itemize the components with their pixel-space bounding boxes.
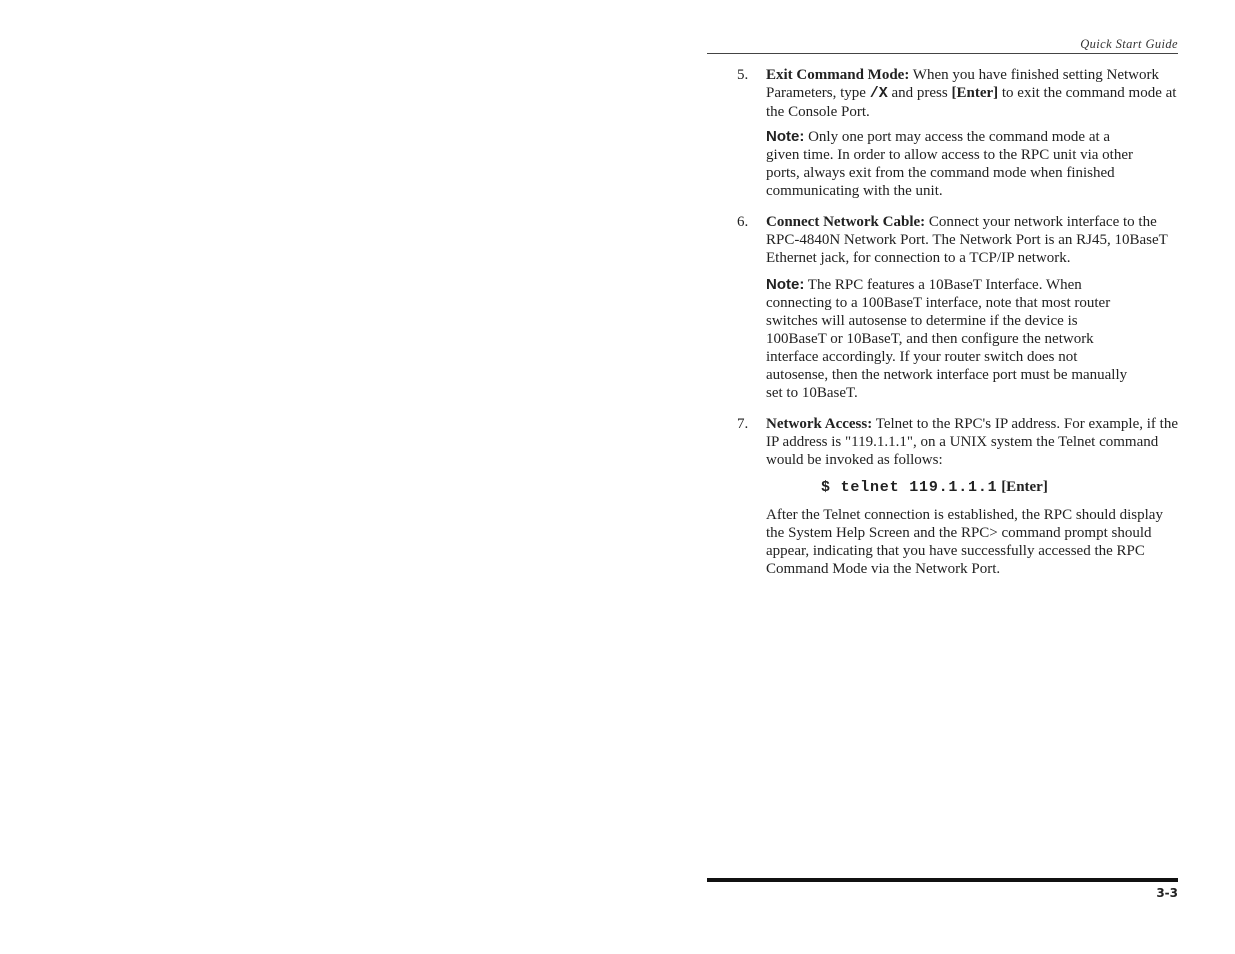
footer-rule: [707, 878, 1178, 882]
step-5: [737, 66, 1182, 200]
note-paragraph: [766, 128, 1141, 200]
step-text: to exit the command mode at the Console Port.: [766, 85, 1177, 120]
header-rule: [707, 53, 1178, 54]
command-line: [766, 478, 1182, 497]
key-name: [Enter]: [951, 85, 999, 101]
note-label: Note:: [766, 276, 805, 293]
step-paragraph: [766, 415, 1182, 469]
step-heading: Network Access:: [766, 416, 873, 432]
command-key: [Enter]: [997, 479, 1048, 495]
step-number: 5.: [737, 67, 749, 83]
running-header: Quick Start Guide: [1080, 37, 1178, 51]
step-paragraph: [766, 66, 1182, 121]
step-number: 6.: [737, 214, 749, 230]
inline-code: /X: [869, 85, 888, 102]
step-heading: Exit Command Mode:: [766, 67, 910, 83]
note-label: Note:: [766, 128, 805, 145]
command-text: $ telnet 119.1.1.1: [821, 479, 998, 496]
note-text: Only one port may access the command mode at a given time. In order to allow access to the RPC unit via other ports, always exit from the command mode when finished communicating with the unit.: [766, 129, 1134, 199]
step-text: When you have finished setting Network Parameters, type: [766, 67, 1159, 101]
step-paragraph: [766, 213, 1182, 267]
step-number: 7.: [737, 416, 749, 432]
step-text: Telnet to the RPC's IP address. For example, if the IP address is "119.1.1.1", on a UNIX system the Telnet command would be invoked as follows:: [766, 416, 1178, 468]
step-7: [737, 415, 1182, 578]
step-text: and press: [887, 85, 952, 101]
page-content: [737, 66, 1182, 578]
page-number: 3-3: [1156, 886, 1178, 900]
step-paragraph: After the Telnet connection is established, the RPC should display the System Help Screen and the RPC> command prompt should appear, indicating that you have successfully accessed the RPC Command Mode via the Network Port.: [766, 507, 1163, 577]
step-6: [737, 213, 1182, 402]
step-text: Connect your network interface to the RPC-4840N Network Port. The Network Port is an RJ45, 10BaseT Ethernet jack, for connection to a TCP/IP network.: [766, 214, 1168, 266]
note-text: The RPC features a 10BaseT Interface. When connecting to a 100BaseT interface, note that most router switches will autosense to determine if the device is 100BaseT or 10BaseT, and then configure the network interface accordingly. If your router switch does not autosense, then the network interface port must be manually set to 10BaseT.: [766, 277, 1128, 401]
step-heading: Connect Network Cable:: [766, 214, 926, 230]
note-paragraph: [766, 276, 1138, 402]
